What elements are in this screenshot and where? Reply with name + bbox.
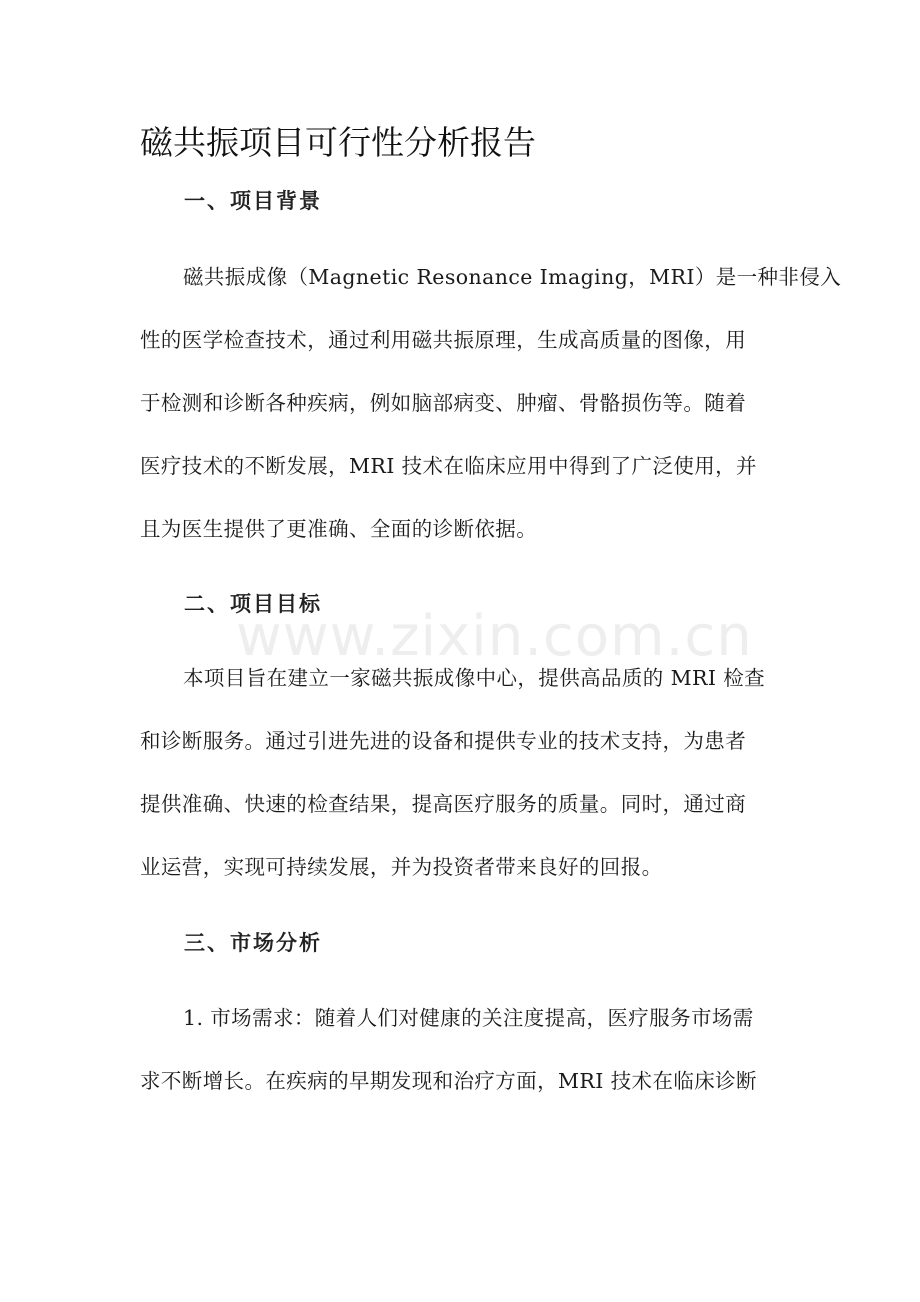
section-heading-background: 一、项目背景 — [184, 188, 322, 213]
paragraph-line: 性的医学检查技术，通过利用磁共振原理，生成高质量的图像，用 — [140, 328, 747, 352]
document-title: 磁共振项目可行性分析报告 — [140, 123, 536, 162]
paragraph-line: 医疗技术的不断发展，MRI 技术在临床应用中得到了广泛使用，并 — [140, 454, 757, 478]
paragraph-line: 提供准确、快速的检查结果，提高医疗服务的质量。同时，通过商 — [140, 792, 747, 816]
site-watermark: www.zixin.com.cn — [236, 604, 753, 669]
paragraph-line: 磁共振成像（Magnetic Resonance Imaging，MRI）是一种非侵入 — [183, 265, 842, 289]
section-heading-goals: 二、项目目标 — [184, 591, 322, 616]
section-heading-market: 三、市场分析 — [184, 930, 322, 955]
paragraph-line: 于检测和诊断各种疾病，例如脑部病变、肿瘤、骨骼损伤等。随着 — [140, 391, 747, 415]
paragraph-line: 业运营，实现可持续发展，并为投资者带来良好的回报。 — [140, 855, 663, 879]
paragraph-line: 1. 市场需求：随着人们对健康的关注度提高，医疗服务市场需 — [183, 1006, 754, 1030]
paragraph-line: 求不断增长。在疾病的早期发现和治疗方面，MRI 技术在临床诊断 — [140, 1069, 757, 1093]
paragraph-line: 且为医生提供了更准确、全面的诊断依据。 — [140, 517, 538, 541]
section-paragraph-goals — [140, 663, 771, 882]
paragraph-line: 和诊断服务。通过引进先进的设备和提供专业的技术支持，为患者 — [140, 729, 747, 753]
section-paragraph-market — [140, 1003, 771, 1096]
section-paragraph-background — [140, 262, 842, 544]
paragraph-line: 本项目旨在建立一家磁共振成像中心，提供高品质的 MRI 检查 — [183, 666, 766, 690]
